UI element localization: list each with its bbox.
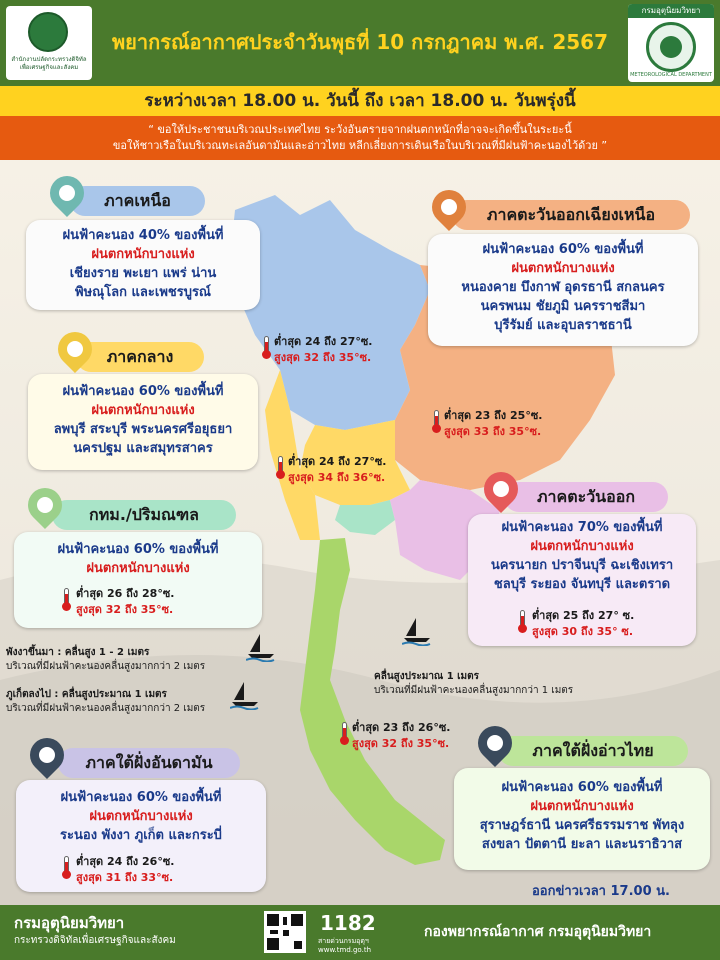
wave-andaman-north xyxy=(6,646,205,674)
northeast-temps xyxy=(444,408,542,440)
central-rain: ฝนฟ้าคะนอง 60% ของพื้นที่ xyxy=(62,384,224,399)
northeast-areas-2: นครพนม ชัยภูมิ นครราชสีมา xyxy=(480,299,646,314)
tmd-logo-bottom-text: METEOROLOGICAL DEPARTMENT xyxy=(630,72,712,78)
east-heavy: ฝนตกหนักบางแห่ง xyxy=(530,539,634,554)
north-rain: ฝนฟ้าคะนอง 40% ของพื้นที่ xyxy=(62,228,224,243)
south-gulf-tmin: ต่ำสุด 23 ถึง 26°ซ. xyxy=(352,721,451,734)
north-areas-2: พิษณุโลก และเพชรบูรณ์ xyxy=(75,285,211,300)
south-andaman-rain: ฝนฟ้าคะนอง 60% ของพื้นที่ xyxy=(60,790,222,805)
hotline-caption-2[interactable]: www.tmd.go.th xyxy=(318,946,371,954)
bangkok-tmax: สูงสุด 32 ถึง 35°ซ. xyxy=(76,603,174,616)
bangkok-temps xyxy=(76,586,174,618)
central-card xyxy=(28,374,258,470)
wave-andaman-south-title: ภูเก็ตลงไป : คลื่นสูงประมาณ 1 เมตร xyxy=(6,689,167,700)
hotline-number: 1182 xyxy=(320,911,376,935)
east-thermometer-icon xyxy=(518,610,526,632)
ministry-logo xyxy=(6,6,92,80)
east-tmax: สูงสุด 30 ถึง 35° ซ. xyxy=(532,625,634,638)
wave-andaman-north-title: พังงาขึ้นมา : คลื่นสูง 1 - 2 เมตร xyxy=(6,647,150,658)
ministry-logo-text: สำนักงานปลัดกระทรวงดิจิทัลเพื่อเศรษฐกิจและสังคม xyxy=(11,56,87,71)
northeast-title-pill: ภาคตะวันออกเฉียงเหนือ xyxy=(452,200,690,230)
south-andaman-temps xyxy=(76,854,174,886)
north-heavy: ฝนตกหนักบางแห่ง xyxy=(91,247,195,262)
forecast-period: ระหว่างเวลา 18.00 น. วันนี้ ถึง เวลา 18.00 น. วันพรุ่งนี้ xyxy=(0,86,720,116)
north-temps xyxy=(274,334,372,366)
tmd-emblem-icon xyxy=(646,22,696,72)
central-title-pill: ภาคกลาง xyxy=(76,342,204,372)
northeast-heavy: ฝนตกหนักบางแห่ง xyxy=(511,261,615,276)
east-title-pill: ภาคตะวันออก xyxy=(504,482,668,512)
bangkok-title-pill: กทม./ปริมณฑล xyxy=(52,500,236,530)
northeast-thermometer-icon xyxy=(432,410,440,432)
south-gulf-title-pill: ภาคใต้ฝั่งอ่าวไทย xyxy=(498,736,688,766)
northeast-tmax: สูงสุด 33 ถึง 35°ซ. xyxy=(444,425,542,438)
wave-andaman-south xyxy=(6,688,205,716)
wave-gulf-note: บริเวณที่มีฝนฟ้าคะนองคลื่นสูงมากกว่า 1 เมตร xyxy=(374,685,574,696)
northeast-rain: ฝนฟ้าคะนอง 60% ของพื้นที่ xyxy=(482,242,644,257)
central-tmin: ต่ำสุด 24 ถึง 27°ซ. xyxy=(288,455,387,468)
south-andaman-title-pill: ภาคใต้ฝั่งอันดามัน xyxy=(58,748,240,778)
south-gulf-card xyxy=(454,768,710,870)
boat-icon-andaman-south xyxy=(230,680,260,710)
issued-time: ออกข่าวเวลา 17.00 น. xyxy=(532,884,670,899)
south-gulf-rain: ฝนฟ้าคะนอง 60% ของพื้นที่ xyxy=(501,780,663,795)
north-thermometer-icon xyxy=(262,336,270,358)
ministry-seal-icon xyxy=(28,12,68,52)
east-areas-2: ชลบุรี ระยอง จันทบุรี และตราด xyxy=(493,577,671,592)
central-heavy: ฝนตกหนักบางแห่ง xyxy=(91,403,195,418)
east-areas-1: นครนายก ปราจีนบุรี ฉะเชิงเทรา xyxy=(490,558,674,573)
central-tmax: สูงสุด 34 ถึง 36°ซ. xyxy=(288,471,386,484)
footer-ministry: กระทรวงดิจิทัลเพื่อเศรษฐกิจและสังคม xyxy=(14,935,176,946)
central-thermometer-icon xyxy=(276,456,284,478)
south-andaman-tmin: ต่ำสุด 24 ถึง 26°ซ. xyxy=(76,855,175,868)
northeast-areas-3: บุรีรัมย์ และอุบลราชธานี xyxy=(494,318,632,333)
south-gulf-areas-2: สงขลา ปัตตานี ยะลา และนราธิวาส xyxy=(481,837,683,852)
bangkok-thermometer-icon xyxy=(62,588,70,610)
wave-gulf-title: คลื่นสูงประมาณ 1 เมตร xyxy=(374,671,480,682)
hotline-caption xyxy=(318,937,378,955)
northeast-card xyxy=(428,234,698,346)
wave-andaman-north-note: บริเวณที่มีฝนฟ้าคะนองคลื่นสูงมากกว่า 2 เมตร xyxy=(6,661,206,672)
north-tmax: สูงสุด 32 ถึง 35°ซ. xyxy=(274,351,372,364)
boat-icon-gulf xyxy=(402,616,432,646)
central-temps xyxy=(288,454,386,486)
warning-line-1: “ ขอให้ประชาชนบริเวณประเทศไทย ระวังอันตรายจากฝนตกหนักที่อาจจะเกิดขึ้นในระยะนี้ xyxy=(148,123,572,136)
south-gulf-temps xyxy=(352,720,450,752)
north-title-pill: ภาคเหนือ xyxy=(70,186,205,216)
warning-line-2: ขอให้ชาวเรือในบริเวณทะเลอันดามันและอ่าวไทย หลีกเลี่ยงการเดินเรือในบริเวณที่มีฝนฟ้าคะนองไว้ด้วย ” xyxy=(112,139,608,152)
tmd-logo xyxy=(628,4,714,82)
northeast-tmin: ต่ำสุด 23 ถึง 25°ซ. xyxy=(444,409,543,422)
central-areas-2: นครปฐม และสมุทรสาคร xyxy=(73,441,213,456)
east-tmin: ต่ำสุด 25 ถึง 27° ซ. xyxy=(532,609,635,622)
bangkok-heavy: ฝนตกหนักบางแห่ง xyxy=(86,561,190,576)
wave-andaman-south-note: บริเวณที่มีฝนฟ้าคะนองคลื่นสูงมากกว่า 2 เมตร xyxy=(6,703,206,714)
south-andaman-heavy: ฝนตกหนักบางแห่ง xyxy=(89,809,193,824)
south-gulf-heavy: ฝนตกหนักบางแห่ง xyxy=(530,799,634,814)
bangkok-tmin: ต่ำสุด 26 ถึง 28°ซ. xyxy=(76,587,175,600)
east-rain: ฝนฟ้าคะนอง 70% ของพื้นที่ xyxy=(501,520,663,535)
south-andaman-thermometer-icon xyxy=(62,856,70,878)
south-andaman-areas-1: ระนอง พังงา ภูเก็ต และกระบี่ xyxy=(60,828,222,843)
header-bar xyxy=(0,0,720,86)
south-gulf-thermometer-icon xyxy=(340,722,348,744)
footer-division: กองพยากรณ์อากาศ กรมอุตุนิยมวิทยา xyxy=(424,924,652,940)
footer-bar xyxy=(0,905,720,960)
south-gulf-tmax: สูงสุด 32 ถึง 35°ซ. xyxy=(352,737,450,750)
wave-gulf xyxy=(374,670,573,698)
qr-code-icon[interactable] xyxy=(264,911,306,953)
north-tmin: ต่ำสุด 24 ถึง 27°ซ. xyxy=(274,335,373,348)
north-card xyxy=(26,220,260,310)
bangkok-rain: ฝนฟ้าคะนอง 60% ของพื้นที่ xyxy=(57,542,219,557)
central-areas-1: ลพบุรี สระบุรี พระนครศรีอยุธยา xyxy=(53,422,233,437)
east-temps xyxy=(532,608,634,640)
warning-banner xyxy=(0,116,720,160)
northeast-areas-1: หนองคาย บึงกาฬ อุดรธานี สกลนคร xyxy=(461,280,665,295)
footer-department: กรมอุตุนิยมวิทยา xyxy=(14,914,125,932)
north-areas-1: เชียงราย พะเยา แพร่ น่าน xyxy=(69,266,217,281)
south-andaman-tmax: สูงสุด 31 ถึง 33°ซ. xyxy=(76,871,174,884)
tmd-logo-top-text: กรมอุตุนิยมวิทยา xyxy=(628,4,714,18)
boat-icon-andaman-north xyxy=(246,632,276,662)
south-gulf-areas-1: สุราษฎร์ธานี นครศรีธรรมราช พัทลุง xyxy=(479,818,685,833)
hotline-caption-1: สายด่วนกรมอุตุฯ xyxy=(318,937,369,945)
page-title: พยากรณ์อากาศประจำวันพุธที่ 10 กรกฎาคม พ.ศ. 2567 xyxy=(111,30,609,54)
